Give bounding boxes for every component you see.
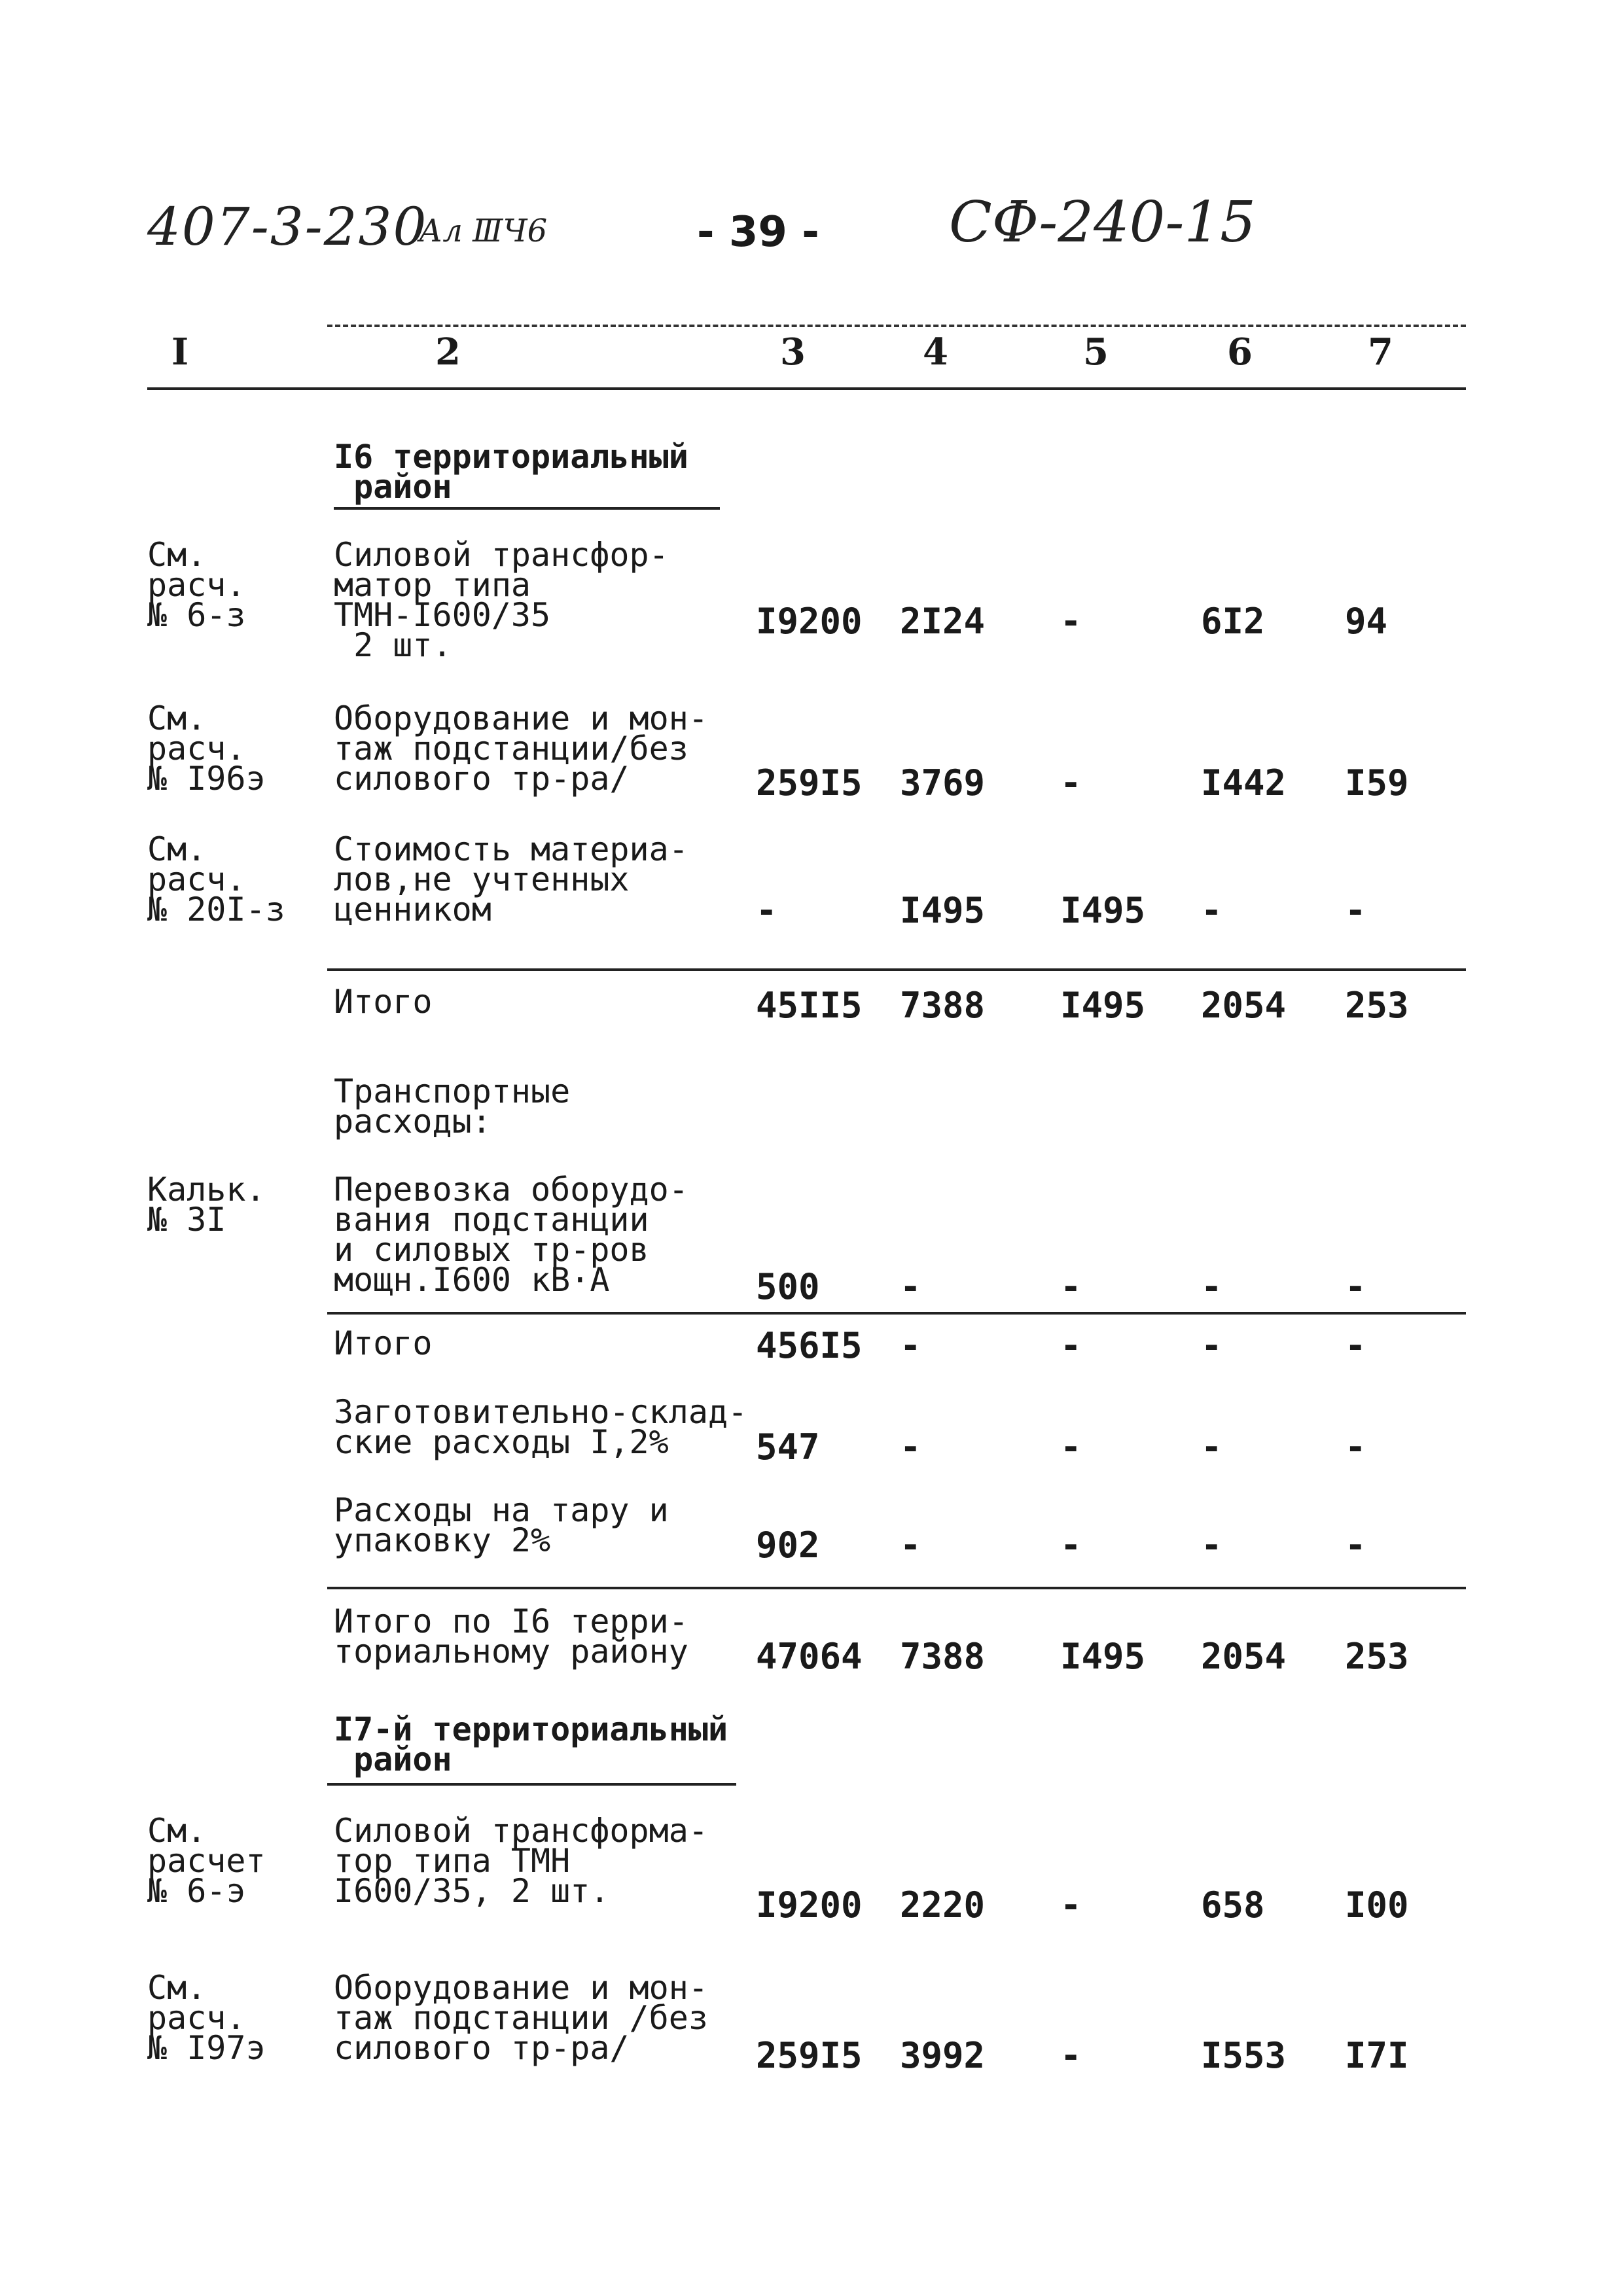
column-header-7: 7 (1368, 330, 1393, 374)
column-header-4: 4 (923, 330, 948, 374)
column-header-bottom-rule (147, 387, 1466, 390)
row-description: Перевозка оборудо- вания подстанции и силовых тр-ров мощн.I600 кВ·А (334, 1171, 688, 1299)
subtotal2-col6: - (1201, 1325, 1222, 1366)
cell-col5: - (1060, 1266, 1082, 1307)
row-reference: См. расч. № I97э (147, 1969, 266, 2067)
document-code: 407-3-230 (147, 196, 428, 257)
row-description: Стоимость материа- лов,не учтенных ценником (334, 830, 688, 928)
section-16-title-underline (334, 507, 720, 510)
column-header-top-rule (327, 325, 1466, 327)
cell-col7: 94 (1345, 601, 1388, 642)
total-col4: 7388 (900, 1636, 986, 1677)
subtotal-col3: 45II5 (756, 985, 863, 1026)
total-col7: 253 (1345, 1636, 1409, 1677)
packaging-col6: - (1201, 1525, 1222, 1566)
subtotal2-col5: - (1060, 1325, 1082, 1366)
total-col6: 2054 (1201, 1636, 1287, 1677)
column-header-6: 6 (1227, 330, 1253, 374)
total-label: Итого по I6 терри- ториальному району (334, 1602, 688, 1670)
subtotal-col4: 7388 (900, 985, 986, 1026)
transport-title: Транспортные расходы: (334, 1072, 571, 1140)
cell-col4: 3769 (900, 762, 986, 804)
cell-col6: I442 (1201, 762, 1287, 804)
cell-col5: - (1060, 601, 1082, 642)
column-header-5: 5 (1083, 330, 1109, 374)
row-reference: Кальк. № 3I (147, 1171, 266, 1239)
subtotal-col7: 253 (1345, 985, 1409, 1026)
cell-col4: I495 (900, 890, 986, 931)
subtotal2-col3: 456I5 (756, 1325, 863, 1366)
row-reference: См. расч. № 20I-з (147, 830, 285, 928)
cell-col6: 6I2 (1201, 601, 1265, 642)
cell-col4: 2220 (900, 1884, 986, 1926)
subtotal2-col7: - (1345, 1325, 1366, 1366)
section-16-title: I6 территориальный район (334, 438, 688, 506)
subtotal-col6: 2054 (1201, 985, 1287, 1026)
section-17-title: I7-й территориальный район (334, 1710, 728, 1778)
cell-col5: I495 (1060, 890, 1146, 931)
procurement-col4: - (900, 1426, 921, 1468)
subtotal-col5: I495 (1060, 985, 1146, 1026)
row-reference: См. расч. № 6-з (147, 536, 246, 634)
cell-col5: - (1060, 2035, 1082, 2076)
packaging-col3: 902 (756, 1525, 820, 1566)
cell-col3: 259I5 (756, 762, 863, 804)
subtotal-rule (327, 968, 1466, 971)
subtotal2-rule (327, 1312, 1466, 1315)
procurement-label: Заготовительно-склад- ские расходы I,2% (334, 1393, 748, 1461)
column-header-1: I (171, 330, 189, 374)
page-number: - 39 - (697, 208, 819, 256)
cell-col3: I9200 (756, 1884, 863, 1926)
total-rule (327, 1587, 1466, 1589)
cell-col7: I00 (1345, 1884, 1409, 1926)
row-reference: См. расчет № 6-э (147, 1812, 266, 1910)
cell-col6: 658 (1201, 1884, 1265, 1926)
row-description: Оборудование и мон- таж подстанции /без силового тр-ра/ (334, 1969, 708, 2067)
subtotal2-label: Итого (334, 1324, 433, 1362)
procurement-col5: - (1060, 1426, 1082, 1468)
packaging-col4: - (900, 1525, 921, 1566)
cell-col4: 3992 (900, 2035, 986, 2076)
cell-col5: - (1060, 762, 1082, 804)
cell-col7: I7I (1345, 2035, 1409, 2076)
row-description: Силовой трансфор- матор типа ТМН-I600/35 2 шт. (334, 536, 669, 664)
row-reference: См. расч. № I96э (147, 699, 266, 798)
cell-col4: 2I24 (900, 601, 986, 642)
procurement-col6: - (1201, 1426, 1222, 1468)
total-col5: I495 (1060, 1636, 1146, 1677)
cell-col3: 259I5 (756, 2035, 863, 2076)
subtotal-label: Итого (334, 983, 433, 1021)
packaging-label: Расходы на тару и упаковку 2% (334, 1491, 669, 1559)
column-header-3: 3 (780, 330, 806, 374)
column-header-2: 2 (435, 330, 461, 374)
row-description: Силовой трансформа- тор типа ТМН I600/35, 2 шт. (334, 1812, 708, 1910)
cell-col7: - (1345, 890, 1366, 931)
cell-col6: - (1201, 1266, 1222, 1307)
row-description: Оборудование и мон- таж подстанции/без силового тр-ра/ (334, 699, 708, 798)
subtotal2-col4: - (900, 1325, 921, 1366)
procurement-col3: 547 (756, 1426, 820, 1468)
cell-col3: - (756, 890, 777, 931)
procurement-col7: - (1345, 1426, 1366, 1468)
packaging-col7: - (1345, 1525, 1366, 1566)
cell-col6: I553 (1201, 2035, 1287, 2076)
cell-col7: - (1345, 1266, 1366, 1307)
section-17-title-underline (327, 1783, 736, 1786)
cell-col5: - (1060, 1884, 1082, 1926)
packaging-col5: - (1060, 1525, 1082, 1566)
series-code: СФ-240-15 (949, 190, 1256, 255)
cell-col6: - (1201, 890, 1222, 931)
document-note: Ал ⅢЧ6 (419, 213, 548, 249)
cell-col3: I9200 (756, 601, 863, 642)
total-col3: 47064 (756, 1636, 863, 1677)
cell-col7: I59 (1345, 762, 1409, 804)
cell-col4: - (900, 1266, 921, 1307)
cell-col3: 500 (756, 1266, 820, 1307)
